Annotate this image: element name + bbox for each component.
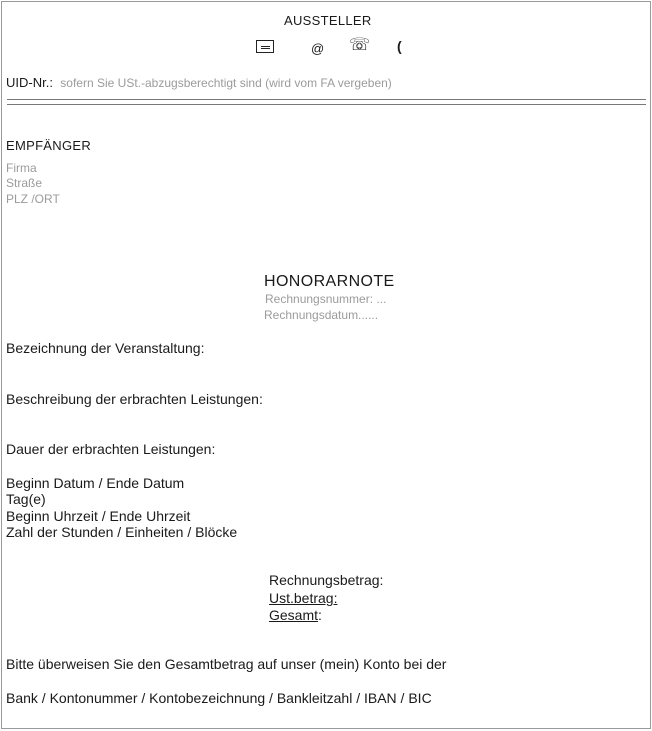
- uid-label: UID-Nr.:: [6, 75, 53, 90]
- total-label: Gesamt: [269, 607, 319, 623]
- uid-hint: sofern Sie USt.-abzugsberechtigt sind (wird vom FA vergeben): [60, 76, 392, 90]
- telephone-icon: ☏: [349, 35, 371, 54]
- total-label-row: [269, 607, 322, 623]
- at-icon: @: [311, 41, 325, 56]
- duration-line: Beginn Datum / Ende Datum: [6, 475, 185, 491]
- event-label: Bezeichnung der Veranstaltung:: [6, 340, 205, 356]
- bank-details: Bank / Kontonummer / Kontobezeichnung / Bankleitzahl / IBAN / BIC: [6, 690, 432, 706]
- duration-line: Beginn Uhrzeit / Ende Uhrzeit: [6, 508, 191, 524]
- recipient-heading: EMPFÄNGER: [6, 138, 92, 153]
- duration-line: Tag(e): [6, 491, 46, 507]
- fax-icon: [256, 40, 274, 53]
- invoice-amount-label: Rechnungsbetrag:: [269, 572, 384, 588]
- invoice-number: Rechnungsnummer: ...: [265, 292, 387, 306]
- invoice-date: Rechnungsdatum......: [264, 308, 379, 322]
- contact-icons: [256, 35, 416, 58]
- recipient-street: Straße: [6, 176, 43, 190]
- header-divider: [7, 99, 646, 105]
- duration-line: Zahl der Stunden / Einheiten / Blöcke: [6, 524, 238, 540]
- invoice-title: HONORARNOTE: [264, 273, 395, 290]
- uid-row: [6, 75, 392, 90]
- recipient-company: Firma: [6, 161, 37, 175]
- payment-request: Bitte überweisen Sie den Gesamtbetrag auf unser (mein) Konto bei der: [6, 656, 447, 672]
- total-colon: :: [318, 607, 322, 623]
- issuer-title: AUSSTELLER: [284, 13, 372, 28]
- services-label: Beschreibung der erbrachten Leistungen:: [6, 391, 263, 407]
- invoice-page: [1, 1, 651, 729]
- recipient-city: PLZ /ORT: [6, 192, 60, 206]
- handset-icon: (: [397, 38, 402, 54]
- duration-label: Dauer der erbrachten Leistungen:: [6, 441, 216, 457]
- vat-amount-label: Ust.betrag:: [269, 590, 338, 606]
